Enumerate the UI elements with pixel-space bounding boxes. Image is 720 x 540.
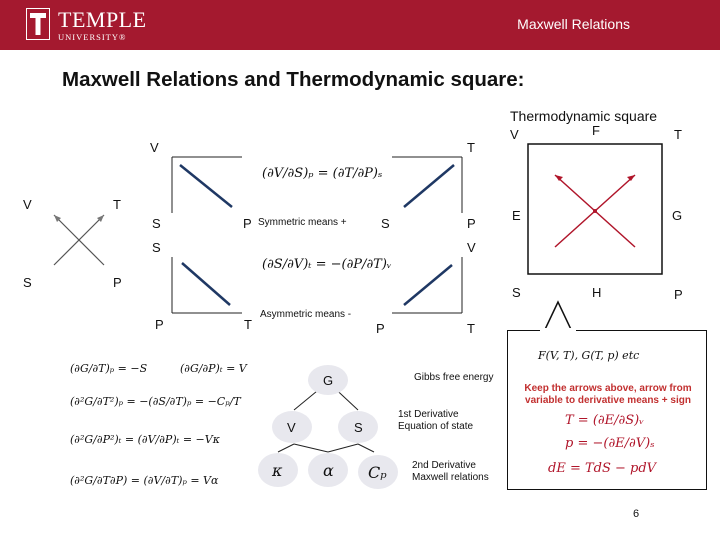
page-number: 6	[633, 508, 640, 520]
slide-title: Maxwell Relations and Thermodynamic square:	[62, 68, 525, 91]
tree-node-kappa: κ	[272, 461, 283, 480]
equation-4: (∂²G/∂P²)ₜ = (∂V/∂P)ₜ = −Vκ	[70, 433, 220, 446]
symmetric-note: Symmetric means +	[258, 217, 347, 228]
sq2-left: S	[381, 216, 390, 231]
temple-logo	[26, 7, 156, 45]
callout-note: Keep the arrows above, arrow from variable to derivative means + sign	[524, 383, 692, 406]
small-square-arrows	[44, 205, 114, 275]
sq1-right: P	[243, 216, 252, 231]
sq3-left: P	[155, 317, 164, 332]
sq2-top: T	[467, 140, 475, 155]
tree-node-s: S	[354, 420, 363, 435]
thermo-mid-left: E	[512, 208, 521, 223]
asymmetric-note: Asymmetric means -	[260, 309, 352, 320]
equation-5: (∂²G/∂T∂P) = (∂V/∂T)ₚ = Vα	[70, 474, 219, 487]
thermo-mid-right: G	[672, 208, 683, 223]
header-bar	[0, 0, 720, 50]
tree-root: G	[323, 373, 334, 388]
sq1-left: S	[152, 216, 161, 231]
asymmetric-equation: (∂S/∂V)ₜ = −(∂P/∂T)ᵥ	[262, 257, 392, 272]
callout-function-line: F(V, T), G(T, p) etc	[538, 349, 640, 362]
sq3-diagram	[172, 255, 242, 315]
tree-node-v: V	[287, 420, 296, 435]
sq3-right: T	[244, 317, 252, 332]
sq4-left: P	[376, 321, 385, 336]
small-square-tl: V	[23, 197, 32, 212]
thermo-square-title: Thermodynamic square	[510, 108, 658, 124]
callout-eq-de: dE = TdS − pdV	[548, 461, 657, 476]
sq1-diagram	[172, 155, 242, 215]
small-square-tr: T	[113, 197, 121, 212]
thermo-top-right: T	[674, 127, 682, 142]
small-square-bl: S	[23, 275, 32, 290]
header-title: Maxwell Relations	[517, 16, 630, 32]
logo-name: TEMPLE	[58, 7, 147, 32]
sq1-top: V	[150, 140, 159, 155]
logo-subtitle: UNIVERSITY®	[58, 32, 127, 42]
equation-1: (∂G/∂T)ₚ = −S	[70, 362, 148, 375]
tree-note-second-derivative: 2nd Derivative Maxwell relations	[412, 460, 489, 483]
thermo-bottom-right: P	[674, 287, 683, 302]
tree-node-alpha: α	[323, 461, 334, 480]
temple-t-icon	[26, 8, 50, 40]
tree-note-gibbs: Gibbs free energy	[414, 372, 494, 383]
thermo-top-left: V	[510, 127, 519, 142]
equation-2: (∂G/∂P)ₜ = V	[180, 362, 247, 375]
thermo-bottom-mid: H	[592, 285, 602, 300]
thermo-square-diagram	[527, 143, 663, 275]
sq2-diagram	[392, 155, 462, 215]
callout-eq-t: T = (∂E/∂S)ᵥ	[565, 413, 645, 428]
equation-3: (∂²G/∂T²)ₚ = −(∂S/∂T)ₚ = −Cₚ/T	[70, 395, 241, 408]
thermo-top-mid: F	[592, 123, 600, 138]
thermo-bottom-left: S	[512, 285, 521, 300]
sq3-top: S	[152, 240, 161, 255]
callout-pointer-mask	[540, 328, 576, 332]
sq4-right: T	[467, 321, 475, 336]
symmetric-equation: (∂V/∂S)ₚ = (∂T/∂P)ₛ	[262, 166, 383, 181]
sq4-top: V	[467, 240, 476, 255]
tree-node-cp: Cₚ	[368, 463, 387, 482]
callout-eq-p: p = −(∂E/∂V)ₛ	[565, 436, 655, 451]
small-square-br: P	[113, 275, 122, 290]
sq2-right: P	[467, 216, 476, 231]
sq4-diagram	[392, 255, 462, 315]
tree-note-first-derivative: 1st Derivative Equation of state	[398, 409, 474, 432]
